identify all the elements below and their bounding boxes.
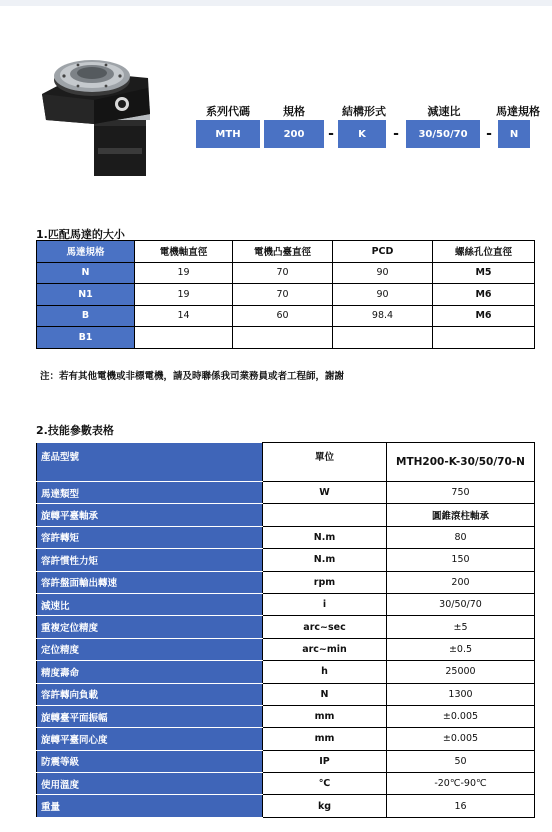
column-header: 產品型號 bbox=[37, 443, 263, 482]
column-header: 螺絲孔位直徑 bbox=[433, 241, 535, 263]
code-label-ratio: 減速比 bbox=[427, 105, 461, 118]
table-cell: M6 bbox=[433, 284, 535, 306]
spec-label: 使用溫度 bbox=[37, 773, 263, 795]
spec-unit: N bbox=[263, 683, 387, 705]
spec-label: 重複定位精度 bbox=[37, 616, 263, 638]
table-row bbox=[37, 549, 535, 571]
spec-value: 1300 bbox=[387, 683, 535, 705]
table-cell: M6 bbox=[433, 305, 535, 327]
code-box-structure: K bbox=[338, 120, 386, 148]
table-cell: 14 bbox=[135, 305, 233, 327]
spec-unit bbox=[263, 504, 387, 526]
column-header: 馬達規格 bbox=[37, 241, 135, 263]
spec-unit: rpm bbox=[263, 571, 387, 593]
spec-unit: N.m bbox=[263, 526, 387, 548]
spec-label: 精度壽命 bbox=[37, 661, 263, 683]
spec-value: ±0.005 bbox=[387, 705, 535, 727]
table-header-row bbox=[37, 443, 535, 482]
spec-label: 旋轉臺平面振幅 bbox=[37, 705, 263, 727]
code-label-structure: 結構形式 bbox=[342, 105, 386, 118]
motor-size-table bbox=[36, 240, 535, 349]
code-box-series: MTH bbox=[196, 120, 260, 148]
code-label-spec: 規格 bbox=[283, 105, 305, 118]
column-header: 電機軸直徑 bbox=[135, 241, 233, 263]
table-row bbox=[37, 705, 535, 727]
spec-unit: ℃ bbox=[263, 773, 387, 795]
spec-label: 定位精度 bbox=[37, 638, 263, 660]
table-row bbox=[37, 750, 535, 772]
spec-value: 50 bbox=[387, 750, 535, 772]
spec-label: 重量 bbox=[37, 795, 263, 817]
spec-value: -20℃-90℃ bbox=[387, 773, 535, 795]
table-row bbox=[37, 593, 535, 615]
code-dash-1: - bbox=[328, 126, 334, 142]
table-cell bbox=[233, 327, 333, 349]
model-code-diagram bbox=[190, 100, 550, 160]
table-row bbox=[37, 571, 535, 593]
table-row bbox=[37, 728, 535, 750]
spec-unit: N.m bbox=[263, 549, 387, 571]
table-cell: 98.4 bbox=[333, 305, 433, 327]
table-cell: B bbox=[37, 305, 135, 327]
code-box-ratio: 30/50/70 bbox=[406, 120, 480, 148]
table-cell bbox=[135, 327, 233, 349]
column-header: 單位 bbox=[263, 443, 387, 482]
table-cell: 70 bbox=[233, 284, 333, 306]
spec-label: 容許盤面輸出轉速 bbox=[37, 571, 263, 593]
table-row bbox=[37, 795, 535, 817]
spec-value: 25000 bbox=[387, 661, 535, 683]
table-cell: N bbox=[37, 262, 135, 284]
spec-value: 200 bbox=[387, 571, 535, 593]
spec-unit: arc~sec bbox=[263, 616, 387, 638]
spec-value: ±0.5 bbox=[387, 638, 535, 660]
spec-unit: kg bbox=[263, 795, 387, 817]
table-row bbox=[37, 773, 535, 795]
spec-label: 馬達類型 bbox=[37, 482, 263, 504]
spec-value: 150 bbox=[387, 549, 535, 571]
motor-note: 注：若有其他電機或非標電機，請及時聯係我司業務員或者工程師，謝謝 bbox=[40, 371, 345, 382]
spec-unit: arc~min bbox=[263, 638, 387, 660]
table-row bbox=[37, 504, 535, 526]
code-label-motor: 馬達規格 bbox=[496, 105, 540, 118]
table-cell: 60 bbox=[233, 305, 333, 327]
table-cell: 19 bbox=[135, 262, 233, 284]
section2-title: 2.技能參數表格 bbox=[36, 424, 114, 437]
table-cell: 90 bbox=[333, 262, 433, 284]
table-cell: M5 bbox=[433, 262, 535, 284]
code-label-series: 系列代碼 bbox=[206, 105, 250, 118]
spec-unit: h bbox=[263, 661, 387, 683]
table-row bbox=[37, 638, 535, 660]
table-cell: 70 bbox=[233, 262, 333, 284]
spec-table bbox=[36, 442, 535, 818]
spec-label: 旋轉平臺軸承 bbox=[37, 504, 263, 526]
spec-value: ±0.005 bbox=[387, 728, 535, 750]
table-cell bbox=[433, 327, 535, 349]
spec-unit: IP bbox=[263, 750, 387, 772]
spec-unit: mm bbox=[263, 728, 387, 750]
column-header: PCD bbox=[333, 241, 433, 263]
column-header: 電機凸臺直徑 bbox=[233, 241, 333, 263]
spec-label: 容許慣性力矩 bbox=[37, 549, 263, 571]
spec-unit: mm bbox=[263, 705, 387, 727]
column-header: MTH200-K-30/50/70-N bbox=[387, 443, 535, 482]
spec-unit: W bbox=[263, 482, 387, 504]
product-photo bbox=[28, 28, 178, 200]
spec-value: 圓錐滾柱軸承 bbox=[387, 504, 535, 526]
table-row bbox=[37, 616, 535, 638]
spec-value: ±5 bbox=[387, 616, 535, 638]
code-dash-2: - bbox=[393, 126, 399, 142]
table-row bbox=[37, 284, 535, 306]
table-row bbox=[37, 482, 535, 504]
spec-label: 防震等級 bbox=[37, 750, 263, 772]
spec-label: 容許轉向負載 bbox=[37, 683, 263, 705]
spec-unit: i bbox=[263, 593, 387, 615]
table-row bbox=[37, 683, 535, 705]
spec-value: 750 bbox=[387, 482, 535, 504]
table-row bbox=[37, 262, 535, 284]
rotary-table-image bbox=[28, 28, 178, 200]
code-dash-3: - bbox=[486, 126, 492, 142]
table-cell: 19 bbox=[135, 284, 233, 306]
table-cell: 90 bbox=[333, 284, 433, 306]
table-row bbox=[37, 526, 535, 548]
top-strip bbox=[0, 0, 552, 6]
section1-title: 1.匹配馬達的大小 bbox=[36, 228, 125, 241]
table-row bbox=[37, 661, 535, 683]
spec-value: 80 bbox=[387, 526, 535, 548]
spec-value: 16 bbox=[387, 795, 535, 817]
code-box-motor: N bbox=[498, 120, 530, 148]
spec-label: 旋轉平臺同心度 bbox=[37, 728, 263, 750]
table-row bbox=[37, 305, 535, 327]
table-cell bbox=[333, 327, 433, 349]
table-header-row bbox=[37, 241, 535, 263]
spec-label: 容許轉矩 bbox=[37, 526, 263, 548]
table-cell: N1 bbox=[37, 284, 135, 306]
code-box-spec: 200 bbox=[264, 120, 324, 148]
table-cell: B1 bbox=[37, 327, 135, 349]
table-row bbox=[37, 327, 535, 349]
spec-label: 減速比 bbox=[37, 593, 263, 615]
spec-value: 30/50/70 bbox=[387, 593, 535, 615]
